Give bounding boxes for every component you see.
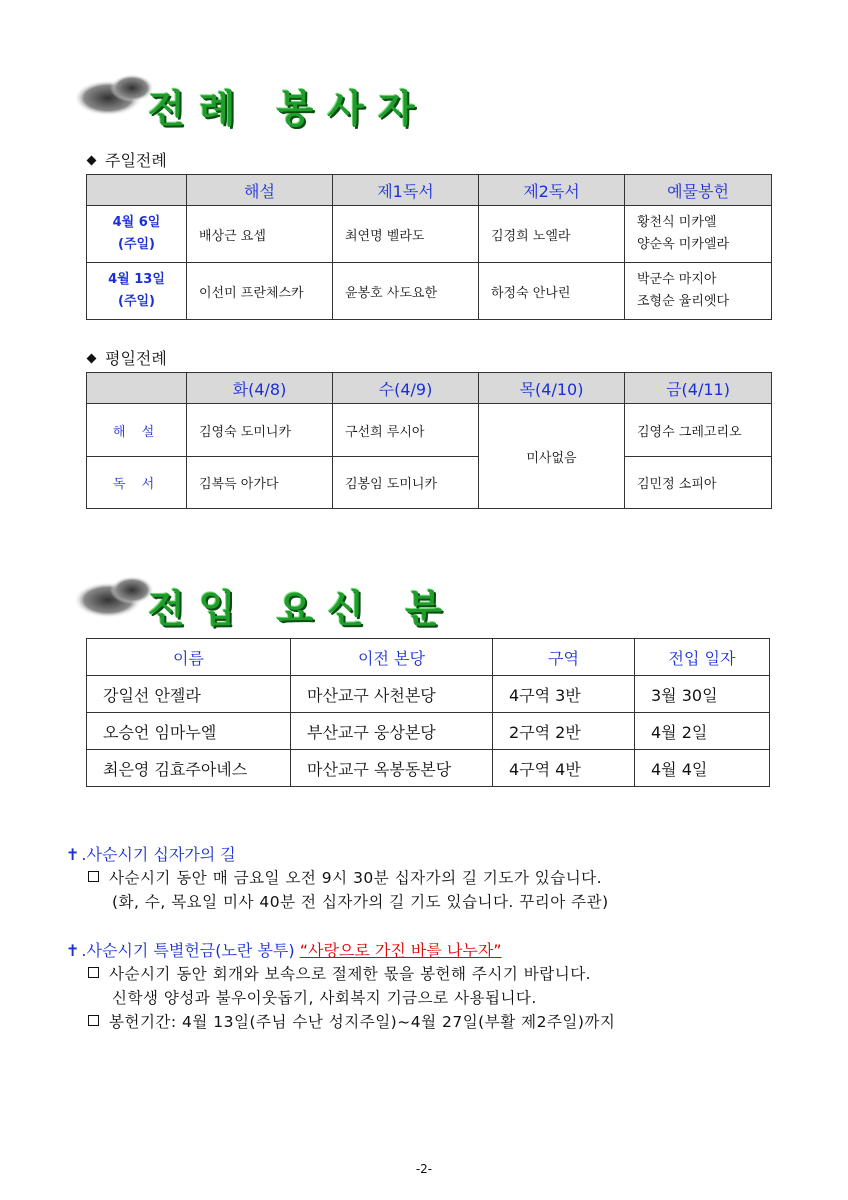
notice-line [88, 1010, 615, 1032]
name-cell: 김복득 아가다 [187, 457, 333, 509]
table-header-row [87, 175, 772, 206]
notice-offering-title [66, 938, 502, 961]
table-header-cell: 해설 [187, 175, 333, 206]
offering-slogan: “사랑으로 가진 바를 나누자” [299, 941, 502, 960]
checkbox-bullet-icon [88, 967, 99, 978]
name-cell: 오승언 임마누엘 [87, 713, 291, 750]
notice-text: 사순시기 동안 회개와 보속으로 절제한 몫을 봉헌해 주시기 바랍니다. [109, 965, 592, 983]
parish-cell: 마산교구 옥봉동본당 [291, 750, 493, 787]
table-row [87, 404, 772, 457]
notice-line: (화, 수, 목요일 미사 40분 전 십자가의 길 기도 있습니다. 꾸리아 주관) [112, 893, 609, 911]
table-row [87, 713, 770, 750]
table-header-cell: 예물봉헌 [625, 175, 772, 206]
date-cell [87, 263, 187, 320]
table-row [87, 676, 770, 713]
parish-cell: 부산교구 웅상본당 [291, 713, 493, 750]
name-cell [625, 206, 772, 263]
table-header-row [87, 373, 772, 404]
name-text: 조형순 율리엣다 [637, 294, 730, 309]
name-text: 박군수 마지아 [637, 272, 717, 287]
weekday-label-text: 평일전례 [105, 349, 167, 368]
checkbox-bullet-icon [88, 871, 99, 882]
checkbox-bullet-icon [88, 1015, 99, 1026]
notice-line: 신학생 양성과 불우이웃돕기, 사회복지 기금으로 사용됩니다. [112, 989, 537, 1007]
name-cell: 김영숙 도미니카 [187, 404, 333, 457]
name-cell [625, 263, 772, 320]
diamond-bullet-icon [87, 156, 97, 166]
table-header-cell: 구역 [493, 639, 635, 676]
name-cell: 김경희 노엘라 [479, 206, 625, 263]
weekday-table [86, 372, 772, 509]
table-row [87, 750, 770, 787]
table-header-cell [87, 373, 187, 404]
name-cell: 배상근 요셉 [187, 206, 333, 263]
name-cell: 최은영 김효주아녜스 [87, 750, 291, 787]
name-cell: 윤봉호 사도요한 [333, 263, 479, 320]
notice-text: 봉헌기간: 4월 13일(주님 수난 성지주일)~4월 27일(부활 제2주일)까지 [109, 1013, 616, 1031]
notice-stations-title [66, 842, 236, 865]
section-title-liturgy: 전례 봉사자 [148, 87, 429, 131]
date-text: 4월 13일 [108, 272, 165, 287]
table-row [87, 263, 772, 320]
name-text: 황천식 미카엘 [637, 215, 717, 230]
row-label: 독 서 [87, 457, 187, 509]
date-text: 4월 6일 [112, 215, 161, 230]
table-header-cell: 전입 일자 [635, 639, 770, 676]
table-header-cell: 이름 [87, 639, 291, 676]
day-text: (주일) [118, 294, 155, 309]
table-header-cell: 제2독서 [479, 175, 625, 206]
table-header-cell: 제1독서 [333, 175, 479, 206]
name-cell: 이선미 프란체스카 [187, 263, 333, 320]
section-title-movein: 전입 요신 분 [148, 587, 456, 631]
name-text: 양순옥 미카엘라 [637, 237, 730, 252]
notice-line [88, 866, 602, 888]
sunday-label [88, 148, 167, 171]
diamond-bullet-icon [87, 354, 97, 364]
sunday-table [86, 174, 772, 320]
name-cell: 하정숙 안나린 [479, 263, 625, 320]
notice-title-text: .사순시기 십자가의 길 [81, 845, 236, 864]
cross-icon: ✝ [66, 941, 80, 960]
table-row [87, 206, 772, 263]
notice-text: 사순시기 동안 매 금요일 오전 9시 30분 십자가의 길 기도가 있습니다. [109, 869, 603, 887]
table-header-cell [87, 175, 187, 206]
table-header-row [87, 639, 770, 676]
district-cell: 2구역 2반 [493, 713, 635, 750]
table-row [87, 457, 772, 509]
date-cell: 3월 30일 [635, 676, 770, 713]
table-header-cell: 화(4/8) [187, 373, 333, 404]
table-header-cell: 금(4/11) [625, 373, 772, 404]
district-cell: 4구역 3반 [493, 676, 635, 713]
notice-title-text: .사순시기 특별헌금(노란 봉투) [81, 941, 300, 960]
page-number: -2- [415, 1162, 433, 1176]
table-header-cell: 수(4/9) [333, 373, 479, 404]
weekday-label [88, 346, 167, 369]
name-cell: 김봉임 도미니카 [333, 457, 479, 509]
no-mass-cell: 미사없음 [479, 404, 625, 509]
name-cell: 김영수 그레고리오 [625, 404, 772, 457]
parish-cell: 마산교구 사천본당 [291, 676, 493, 713]
name-cell: 김민정 소피아 [625, 457, 772, 509]
notice-line [88, 962, 591, 984]
movein-table [86, 638, 770, 787]
row-label: 해 설 [87, 404, 187, 457]
name-cell: 강일선 안젤라 [87, 676, 291, 713]
district-cell: 4구역 4반 [493, 750, 635, 787]
day-text: (주일) [118, 237, 155, 252]
table-header-cell: 이전 본당 [291, 639, 493, 676]
table-header-cell: 목(4/10) [479, 373, 625, 404]
date-cell: 4월 4일 [635, 750, 770, 787]
name-cell: 최연명 벨라도 [333, 206, 479, 263]
cross-icon: ✝ [66, 845, 80, 864]
date-cell: 4월 2일 [635, 713, 770, 750]
name-cell: 구선희 루시아 [333, 404, 479, 457]
sunday-label-text: 주일전례 [105, 151, 167, 170]
date-cell [87, 206, 187, 263]
